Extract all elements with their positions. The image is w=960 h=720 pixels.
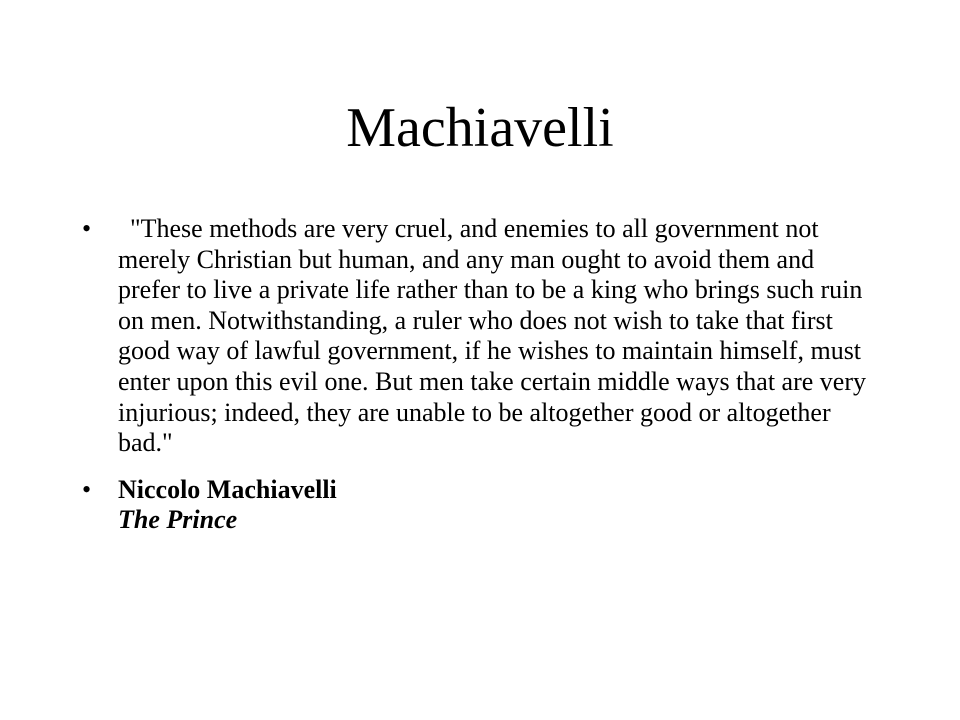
bullet-item-quote (82, 214, 882, 459)
quote-text: "These methods are very cruel, and enemies to all government not merely Christian but human, and any man ought to avoid them and prefer to live a private life rather than to be a king who brings such ruin on men. Notwithstanding, a ruler who does not wish to take that first good way of lawful government, if he wishes to maintain himself, must enter upon this evil one. But men take certain middle ways that are very injurious; indeed, they are unable to be altogether good or altogether bad." (118, 214, 866, 458)
bullet-icon: • (82, 214, 92, 243)
quote-source-work: The Prince (118, 505, 238, 535)
quote-author: Niccolo Machiavelli (118, 474, 337, 504)
bullet-item-attribution (82, 475, 882, 536)
slide-title: Machiavelli (346, 97, 614, 159)
bullet-list (82, 214, 882, 552)
bullet-icon: • (82, 474, 92, 504)
